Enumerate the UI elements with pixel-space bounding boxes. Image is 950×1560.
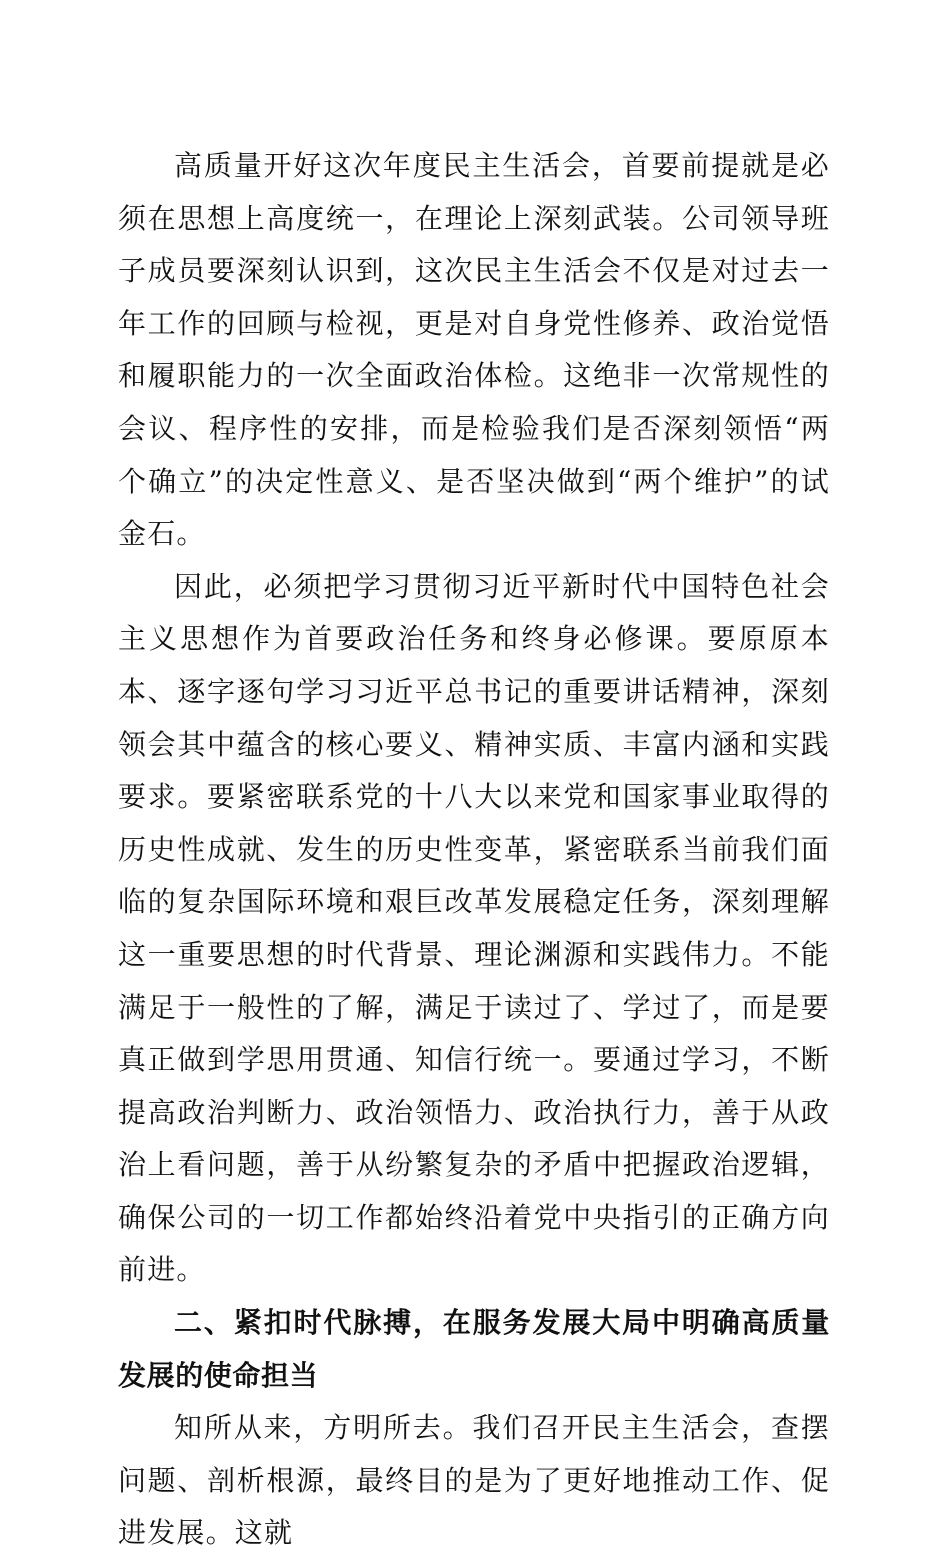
body-paragraph-1: 高质量开好这次年度民主生活会，首要前提就是必须在思想上高度统一，在理论上深刻武装。公司领导班子成员要深刻认识到，这次民主生活会不仅是对过去一年工作的回顾与检视，更是对自身党性修养、政治觉悟和履职能力的一次全面政治体检。这绝非一次常规性的会议、程序性的安排，而是检验我们是否深刻领悟“两个确立”的决定性意义、是否坚决做到“两个维护”的试金石。 [118,149,830,551]
body-paragraph-2: 因此，必须把学习贯彻习近平新时代中国特色社会主义思想作为首要政治任务和终身必修课。要原原本本、逐字逐句学习习近平总书记的重要讲话精神，深刻领会其中蕴含的核心要义、精神实质、丰富内涵和实践要求。要紧密联系党的十八大以来党和国家事业取得的历史性成就、发生的历史性变革，紧密联系当前我们面临的复杂国际环境和艰巨改革发展稳定任务，深刻理解这一重要思想的时代背景、理论渊源和实践伟力。不能满足于一般性的了解，满足于读过了、学过了，而是要真正做到学思用贯通、知信行统一。要通过学习，不断提高政治判断力、政治领悟力、政治执行力，善于从政治上看问题，善于从纷繁复杂的矛盾中把握政治逻辑，确保公司的一切工作都始终沿着党中央指引的正确方向前进。 [118,569,830,1287]
body-paragraph-3: 知所从来，方明所去。我们召开民主生活会，查摆问题、剖析根源，最终目的是为了更好地推动工作、促进发展。这就 [118,1411,830,1550]
document-body [118,140,830,1560]
section-heading: 二、紧扣时代脉搏，在服务发展大局中明确高质量发展的使命担当 [118,1306,830,1392]
